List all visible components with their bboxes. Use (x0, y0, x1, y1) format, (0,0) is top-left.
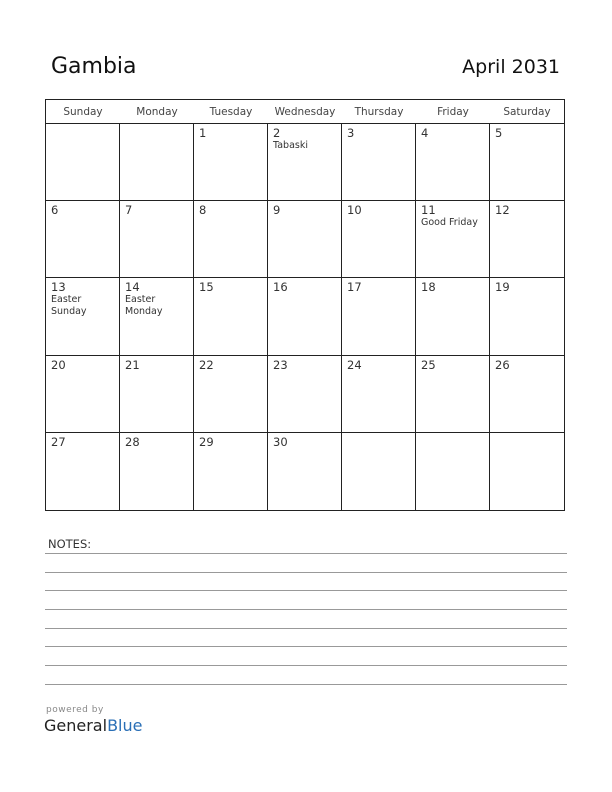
day-number: 21 (125, 357, 140, 372)
holiday-label: Easter Sunday (51, 294, 87, 318)
day-cell (268, 356, 342, 433)
day-cell (46, 433, 120, 510)
weekday-tuesday: Tuesday (209, 106, 253, 118)
day-cell (194, 278, 268, 355)
holiday-label: Easter Monday (125, 294, 163, 318)
day-number: 19 (495, 280, 510, 295)
weekday-monday: Monday (136, 106, 178, 118)
day-number: 9 (273, 203, 281, 218)
calendar-body (46, 124, 564, 510)
day-number: 4 (421, 126, 429, 140)
day-number: 8 (199, 203, 207, 218)
day-number: 16 (273, 280, 288, 295)
day-cell (194, 356, 268, 433)
day-number: 12 (495, 203, 510, 218)
day-number: 11 (421, 203, 436, 218)
day-number: 26 (495, 357, 510, 372)
weekday-friday: Friday (437, 106, 469, 118)
day-cell (490, 278, 564, 355)
day-cell (416, 356, 490, 433)
day-cell (194, 201, 268, 278)
day-cell (46, 278, 120, 355)
day-cell (416, 124, 490, 201)
brand-logo (44, 716, 142, 735)
holiday-label: Good Friday (421, 217, 478, 229)
note-line (45, 590, 567, 591)
day-cell (120, 201, 194, 278)
calendar-grid (45, 99, 565, 511)
day-number: 20 (51, 357, 66, 372)
day-number: 15 (199, 280, 214, 295)
day-cell (342, 124, 416, 201)
day-number: 13 (51, 280, 66, 295)
day-number: 5 (495, 126, 503, 140)
weekday-saturday: Saturday (503, 106, 551, 118)
note-line (45, 628, 567, 629)
day-number: 30 (273, 434, 288, 449)
note-line (45, 609, 567, 610)
day-cell (120, 278, 194, 355)
day-number: 27 (51, 434, 66, 449)
day-number: 7 (125, 203, 133, 218)
day-cell (120, 433, 194, 510)
note-line (45, 553, 567, 554)
day-cell (194, 124, 268, 201)
day-number: 28 (125, 434, 140, 449)
day-number: 17 (347, 280, 362, 295)
month-title: April 2031 (462, 56, 560, 78)
day-cell (416, 433, 490, 510)
day-cell (342, 433, 416, 510)
note-line (45, 646, 567, 647)
brand-name-part2: Blue (107, 716, 143, 735)
day-cell (120, 356, 194, 433)
day-number: 2 (273, 126, 281, 140)
day-number: 18 (421, 280, 436, 295)
day-number: 10 (347, 203, 362, 218)
day-cell (268, 433, 342, 510)
day-cell (490, 356, 564, 433)
day-number: 6 (51, 203, 59, 218)
day-cell (194, 433, 268, 510)
day-number: 1 (199, 126, 207, 140)
day-number: 23 (273, 357, 288, 372)
day-cell (46, 356, 120, 433)
day-cell (342, 201, 416, 278)
day-number: 24 (347, 357, 362, 372)
day-cell (46, 201, 120, 278)
day-number: 29 (199, 434, 214, 449)
day-number: 3 (347, 126, 355, 140)
day-number: 22 (199, 357, 214, 372)
day-cell (490, 124, 564, 201)
day-number: 25 (421, 357, 436, 372)
note-line (45, 684, 567, 685)
day-cell (416, 201, 490, 278)
holiday-label: Tabaski (273, 140, 308, 151)
day-cell (416, 278, 490, 355)
weekday-wednesday: Wednesday (274, 106, 336, 118)
powered-by-text: powered by (46, 705, 104, 715)
brand-name-part1: General (44, 716, 108, 735)
day-cell (268, 201, 342, 278)
note-line (45, 665, 567, 666)
note-line (45, 572, 567, 573)
day-cell (490, 201, 564, 278)
day-cell (342, 356, 416, 433)
day-cell (342, 278, 416, 355)
day-cell (490, 433, 564, 510)
day-cell (120, 124, 194, 201)
notes-label: NOTES: (48, 537, 92, 551)
country-title: Gambia (51, 54, 137, 79)
day-cell (268, 278, 342, 355)
day-cell (46, 124, 120, 201)
weekday-sunday: Sunday (63, 106, 103, 118)
weekday-thursday: Thursday (354, 106, 404, 118)
day-number: 14 (125, 280, 140, 295)
weekday-header-row (46, 100, 564, 124)
day-cell (268, 124, 342, 201)
